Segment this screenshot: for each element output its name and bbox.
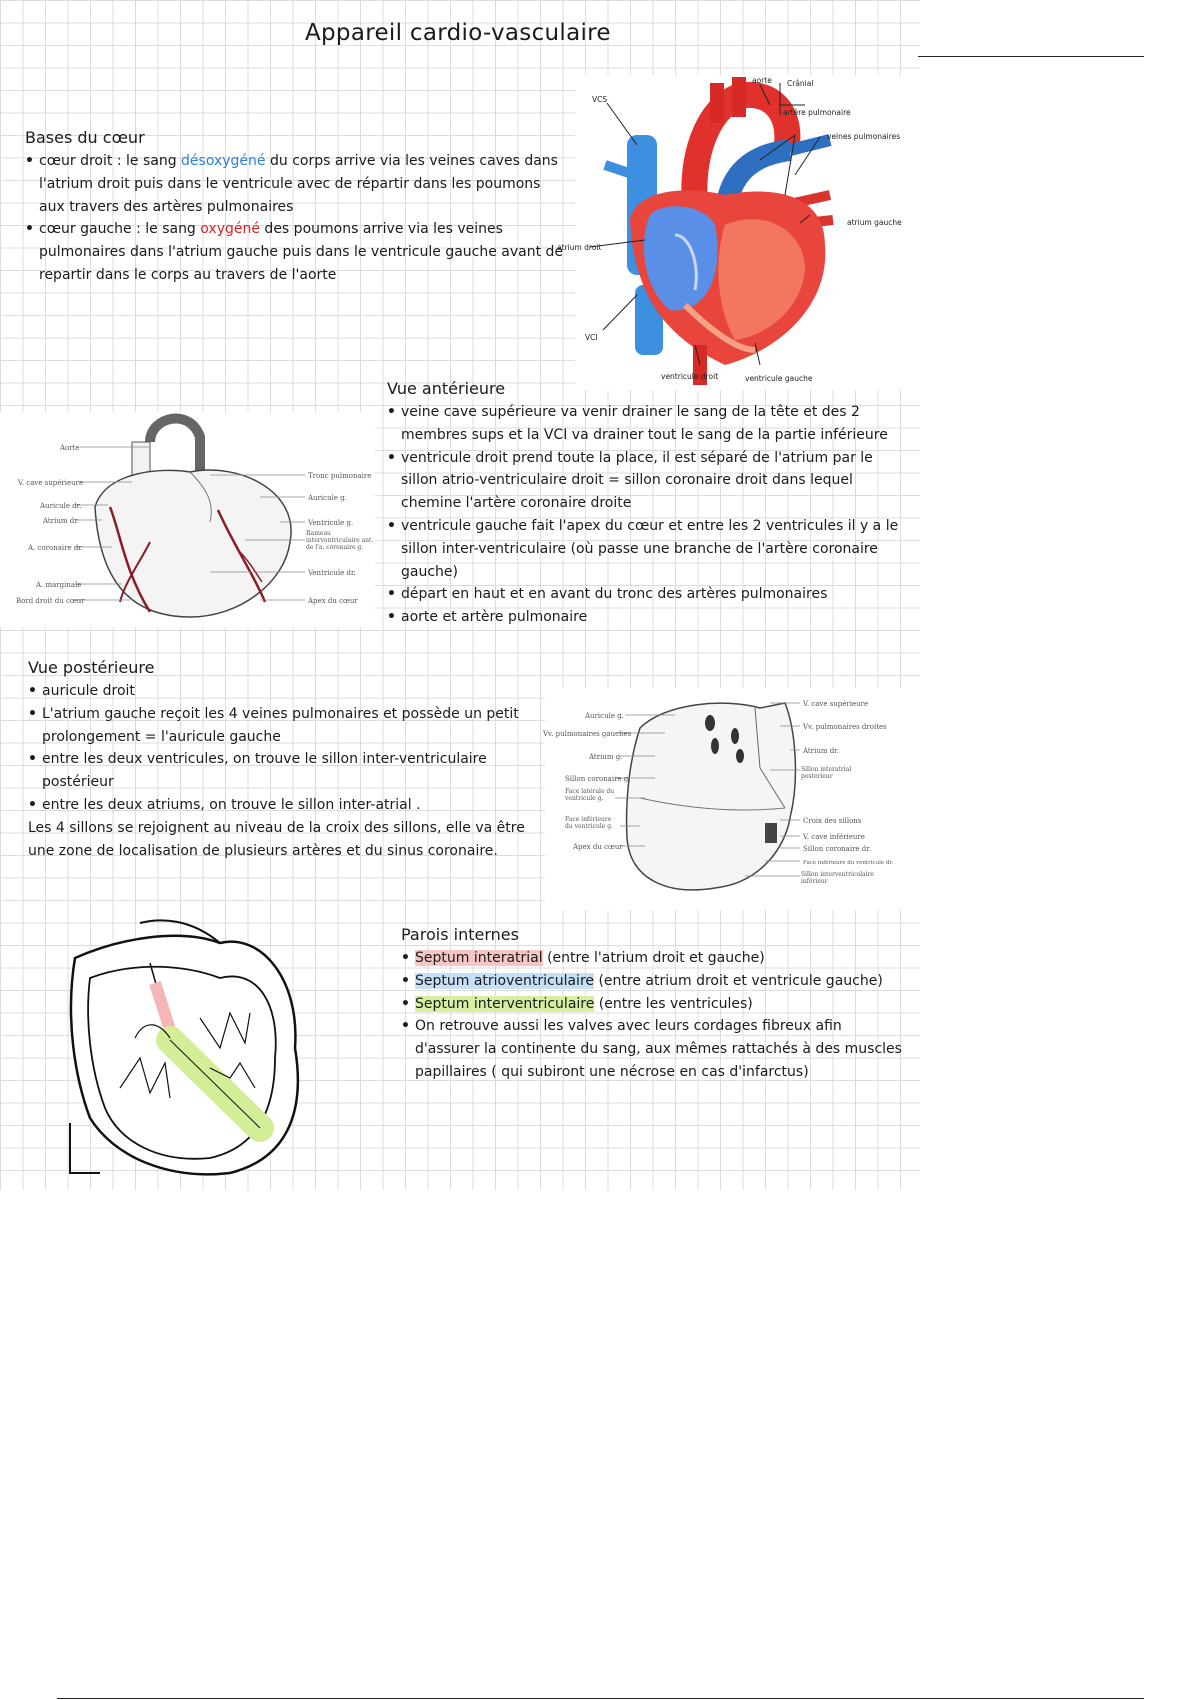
list-item: • entre les deux ventricules, on trouve le sillon inter-ventriculaire postérieur — [28, 748, 538, 794]
label-vci: VCI — [585, 333, 598, 342]
list-item: • Septum interatrial (entre l'atrium droit et gauche) — [401, 947, 906, 970]
label-veines-pulmonaires: veines pulmonaires — [827, 132, 901, 141]
header-rule — [918, 56, 1144, 57]
label-rameau: Rameau interventriculaire ant. de l'a. coronaire g. — [306, 530, 374, 551]
label-sillon-interatrial: Sillon interatrial postérieur — [801, 766, 852, 780]
label-vcs: VCS — [592, 95, 608, 104]
label-vv-pulm-dr: Vv. pulmonaires droites — [803, 723, 887, 731]
label-bord-droit: Bord droit du cœur — [16, 597, 85, 605]
list-item: • On retrouve aussi les valves avec leurs cordages fibreux afin d'assurer la continente du sang, aux mêmes rattachés à des muscles papillaires ( qui subiront une nécrose en cas d'infarctus) — [401, 1015, 906, 1083]
heart-internal-drawing — [60, 918, 315, 1180]
list-item: • Septum atrioventriculaire (entre atrium droit et ventricule gauche) — [401, 970, 906, 993]
label-auricule-dr: Auricule dr. — [40, 502, 82, 510]
list-item: • ventricule gauche fait l'apex du cœur et entre les 2 ventricules il y a le sillon inter-ventriculaire (où passe une branche de l'artère coronaire gauche) — [387, 515, 912, 583]
label-atrium-g: Atrium g. — [589, 753, 623, 761]
label-ventricule-droit: ventricule droit — [661, 372, 719, 381]
list-item: • L'atrium gauche reçoit les 4 veines pulmonaires et possède un petit prolongement = l'auricule gauche — [28, 703, 538, 749]
label-croix: Croix des sillons — [803, 817, 862, 825]
label-vci: V. cave inférieure — [803, 833, 865, 841]
section-heading: Bases du cœur — [25, 128, 145, 147]
section-posterieure — [28, 656, 538, 862]
page-title: Appareil cardio-vasculaire — [305, 20, 611, 46]
label-atrium-dr: Atrium dr. — [43, 517, 79, 525]
label-sillon-iv-inf: Sillon interventriculaire inférieur — [801, 871, 874, 885]
label-tronc-pulmonaire: Tronc pulmonaire — [308, 472, 372, 480]
section-heading: Parois internes — [401, 925, 519, 944]
section-heading: Vue postérieure — [28, 658, 155, 677]
label-apex: Apex du cœur — [573, 843, 623, 851]
list-item: • cœur droit : le sang désoxygéné du corps arrive via les veines caves dans l'atrium droit puis dans le ventricule avec de répartir dans les poumons aux travers des artères pulmonaires — [25, 150, 570, 218]
label-vcs: V. cave supérieure — [803, 700, 869, 708]
paragraph: Les 4 sillons se rejoignent au niveau de la croix des sillons, elle va être une zone de localisation de plusieurs artères et du sinus coronaire. — [28, 819, 525, 859]
section-anterieure — [387, 377, 912, 629]
heart-anterior-view — [0, 412, 375, 627]
label-aorte: Aorte — [60, 444, 80, 452]
label-marginale: A. marginale — [36, 581, 82, 589]
label-auricule-g: Auricule g. — [308, 494, 347, 502]
label-apex: Apex du cœur — [308, 597, 358, 605]
label-atrium-gauche: atrium gauche — [847, 218, 902, 227]
list-item: • ventricule droit prend toute la place, il est séparé de l'atrium par le sillon atrio-ventriculaire droit = sillon coronaire droit dans lequel chemine l'artère coronaire droite — [387, 447, 912, 515]
label-auricule-g: Auricule g. — [585, 712, 624, 720]
label-cranial: Crânial — [787, 79, 814, 88]
list-item: • cœur gauche : le sang oxygéné des poumons arrive via les veines pulmonaires dans l'atrium gauche puis dans le ventricule gauche avant de repartir dans le corps au travers de l'aorte — [25, 218, 570, 286]
label-aorte: aorte — [752, 76, 772, 85]
section-heading: Vue antérieure — [387, 379, 506, 398]
label-ventricule-dr: Ventricule dr. — [308, 569, 356, 577]
heart-color-diagram — [557, 75, 920, 390]
label-ventricule-g: Ventricule g. — [308, 519, 354, 527]
list-item: • veine cave supérieure va venir drainer le sang de la tête et des 2 membres sups et la VCI va drainer tout le sang de la partie inférieure — [387, 401, 912, 447]
label-sillon-cor-dr: Sillon coronaire dr. — [803, 845, 872, 853]
section-parois — [401, 923, 906, 1084]
heart-posterior-view — [545, 688, 920, 910]
label-face-inf-dr: Face inférieure du ventricule dr. — [803, 860, 894, 866]
label-vv-pulm-g: Vv. pulmonaires gauches — [543, 730, 632, 738]
label-coronaire-dr: A. coronaire dr. — [28, 544, 84, 552]
list-item: • départ en haut et en avant du tronc des artères pulmonaires — [387, 583, 912, 606]
label-ventricule-gauche: ventricule gauche — [745, 374, 813, 383]
label-vcs: V. cave supérieure — [18, 479, 84, 487]
label-atrium-droit: atrium droit — [557, 243, 602, 252]
label-atrium-dr: Atrium dr. — [803, 747, 839, 755]
list-item: • aorte et artère pulmonaire — [387, 606, 912, 629]
footer-rule — [57, 1698, 1144, 1699]
list-item: • auricule droit — [28, 680, 538, 703]
label-face-inf-g: Face inférieure du ventricule g. — [565, 816, 613, 830]
label-face-laterale: Face latérale du ventricule g. — [565, 788, 615, 802]
list-item: • entre les deux atriums, on trouve le sillon inter-atrial . — [28, 794, 538, 817]
section-bases — [25, 126, 570, 287]
list-item: • Septum interventriculaire (entre les ventricules) — [401, 993, 906, 1016]
label-artere-pulmonaire: artère pulmonaire — [783, 108, 851, 117]
label-sillon-cor-g: Sillon coronaire g. — [565, 775, 631, 783]
